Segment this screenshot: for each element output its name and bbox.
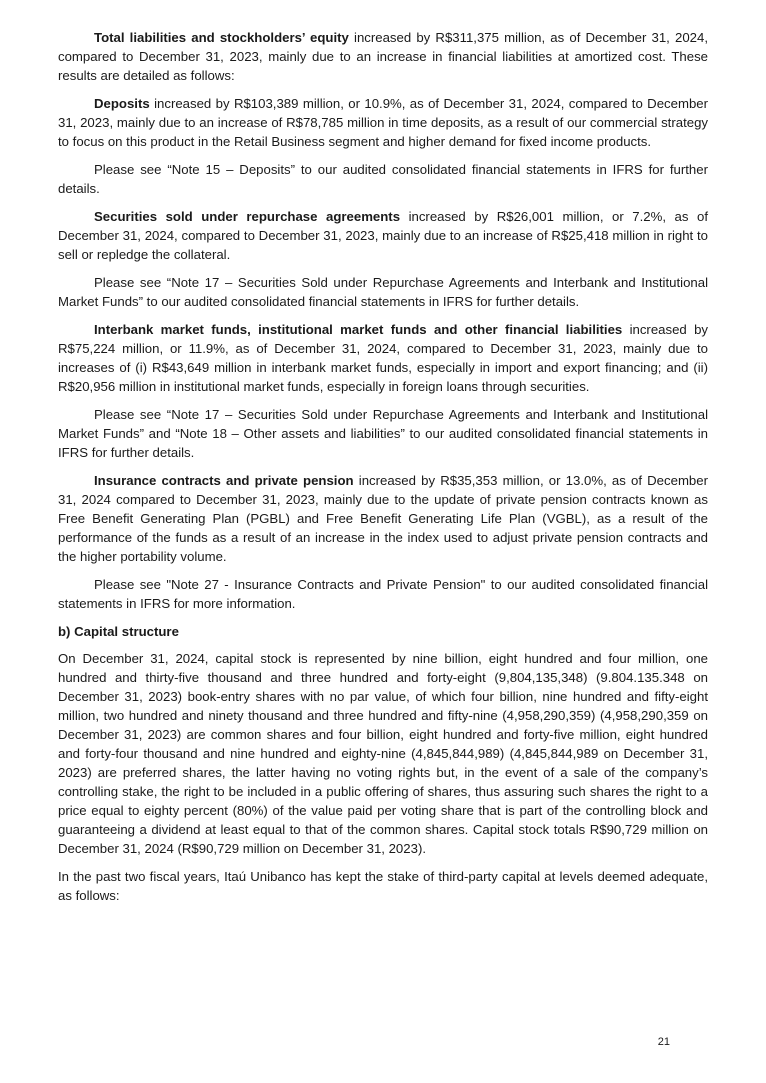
paragraph-note-15: Please see “Note 15 – Deposits” to our audited consolidated financial statements in IFRS for further details. (58, 162, 708, 196)
paragraph-note-17: Please see “Note 17 – Securities Sold under Repurchase Agreements and Interbank and Institutional Market Funds” to our audited consolidated financial statements in IFRS for further details. (58, 275, 708, 309)
paragraph-capital-stock: On December 31, 2024, capital stock is represented by nine billion, eight hundred and four million, one hundred and thirty-five thousand and three hundred and forty-eight (9,804,135,348) (9.804.135.348 on December 31, 2023) book-entry shares with no par value, of which four billion, nine hundred and fifty-eight million, two hundred and ninety thousand and three hundred and fifty-nine (4,958,290,359) (4,958,290,359 on December 31, 2023) are common shares and four billion, eight hundred and forty-five million, eight hundred and forty-four thousand and nine hundred and eighty-nine (4,845,844,989) (4,845,844,989 on December 31, 2023) are preferred shares, the latter having no voting rights but, in the event of a sale of the company’s controlling stake, the right to be included in a public offering of shares, thus assuring such shares the right to a price equal to eighty percent (80%) of the value paid per voting share that is part of the controlling block and guaranteeing a dividend at least equal to that of the common shares. Capital stock totals R$90,729 million on December 31, 2024 (R$90,729 million on December 31, 2023). (58, 651, 708, 856)
paragraph-repurchase-agreements: Securities sold under repurchase agreements increased by R$26,001 million, or 7.2%, as of December 31, 2024, compared to December 31, 2023, mainly due to an increase of R$25,418 million in right to sell or repledge the collateral. (58, 209, 708, 262)
paragraph-deposits: Deposits increased by R$103,389 million, or 10.9%, as of December 31, 2024, compared to December 31, 2023, mainly due to an increase of R$78,785 million in time deposits, as a result of our commercial strategy to focus on this product in the Retail Business segment and higher demand for fixed income products. (58, 96, 708, 149)
section-heading-capital-structure: b) Capital structure (58, 624, 179, 639)
paragraph-note-27: Please see "Note 27 - Insurance Contracts and Private Pension" to our audited consolidated financial statements in IFRS for more information. (58, 577, 708, 611)
paragraph-interbank-funds: Interbank market funds, institutional market funds and other financial liabilities increased by R$75,224 million, or 11.9%, as of December 31, 2024, compared to December 31, 2023, mainly due to increases of (i) R$43,649 million in interbank market funds, especially in import and export financing; and (ii) R$20,956 million in institutional market funds, especially in foreign loans through securities. (58, 322, 708, 394)
page-number: 21 (657, 1036, 670, 1048)
paragraph-note-17-18: Please see “Note 17 – Securities Sold under Repurchase Agreements and Interbank and Institutional Market Funds” and “Note 18 – Other assets and liabilities” to our audited consolidated financial statements in IFRS for further details. (58, 407, 708, 460)
paragraph-total-liabilities: Total liabilities and stockholders’ equity increased by R$311,375 million, as of December 31, 2024, compared to December 31, 2023, mainly due to an increase in financial liabilities at amortized cost. These results are detailed as follows: (58, 30, 708, 83)
paragraph-third-party-capital: In the past two fiscal years, Itaú Unibanco has kept the stake of third-party capital at levels deemed adequate, as follows: (58, 869, 708, 903)
paragraph-insurance-contracts: Insurance contracts and private pension increased by R$35,353 million, or 13.0%, as of December 31, 2024 compared to December 31, 2023, mainly due to the update of private pension contracts known as Free Benefit Generating Plan (PGBL) and Free Benefit Generating Life Plan (VGBL), as a result of the performance of the funds as a result of an increase in the index used to adjust private pension contracts and the higher portability volume. (58, 473, 708, 564)
